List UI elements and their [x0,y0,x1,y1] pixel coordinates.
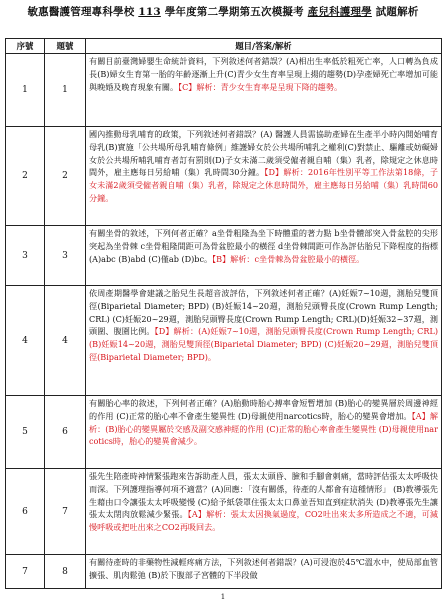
row-qno: 8 [45,555,86,589]
row-qno: 6 [45,396,86,469]
row-seq: 5 [6,396,45,469]
table-row [6,127,442,226]
row-qno: 2 [45,127,86,226]
row-qno: 1 [45,54,86,127]
document-title [0,4,446,19]
page-number: 1 [220,593,226,601]
table-row [6,396,442,469]
row-seq: 4 [6,286,45,396]
question-text: 張先生陪產時神情緊張跑來告訴助產人員，張太太頭昏、臉和手腳會刺痛，當時評估張太太呼吸快而深。下列護理指導何項不適當？(A)回應：「沒有關係，待產的人都會有這種情形」 (B)教導張先生藉由口令讓張太太呼吸變慢 (C)給予紙袋罩住張太太口鼻並吾知直到症狀消失 (D)教導張先生讓張太太閉肉放鬆減少緊張。 [89,471,438,520]
column-header-seq: 序號 [6,39,45,54]
row-seq: 3 [6,226,45,286]
column-header-content: 題目/答案/解析 [86,39,442,54]
question-text: 有關坐骨的敘述，下列何者正確？a坐骨粗隆為坐下時體重的著力點 b坐骨體部突入骨盆腔的尖形突起為坐骨棘 c坐骨粗隆間距可為骨盆腔最小的橫徑 d坐骨棘間距可作為評估胎兒下降程度的指標(A)abc (B)abd (C)僅ab (D)bc。 [89,228,438,264]
answer-text: 【D】解析：2016年性別平等工作法第18條，子女未滿2歲須受僱者親自哺（集）乳者，除規定之休息時間外，雇主應每日另給哺（集）乳時間60分鐘。 [89,167,438,203]
table-row [6,286,442,396]
answer-text: 【B】解析：c坐骨棘為骨盆腔最小的橫徑。 [212,253,365,264]
table-row [6,226,442,286]
row-seq: 6 [6,469,45,555]
row-content [86,54,442,127]
row-qno: 7 [45,469,86,555]
row-seq: 1 [6,54,45,127]
question-text: 有關胎心率的敘述，下列何者正確？(A)胎動時胎心搏率會短暫增加 (B)胎心的變異層於周邊神經的作用 (C)正常的胎心率不會產生變異性 (D)母親使用narcotics時，胎心的變異會增加。 [89,398,438,421]
row-qno: 4 [45,286,86,396]
academic-year: 113 [138,6,161,18]
row-content [86,286,442,396]
school-name: 敏惠醫護管理專科學校 [27,6,135,18]
semester-text: 學年度第二學期第五次模擬考 [164,6,304,18]
question-text: 國內推動母乳哺育的政策，下列敘述何者錯誤？(A) 醫護人員需協助產婦在生產半小時內開始哺育母乳(B)實施「公共場所母乳哺育條例」維護婦女於公共場所哺乳之權利(C)對禁止、驅離或妨礙婦女於公共場所哺乳哺育者訂有罰則(D)子女未滿二歲須受僱者親自哺（集）乳者，除規定之休息時間外，雇主應每日另給哺（集）乳時間30分鐘。 [89,129,438,178]
table-row [6,555,442,589]
answer-text: 【D】解析：(A)妊娠7~10週，測胎兒頭臀長度(Crown Rump Length; CRL) (B)妊娠14~20週，測胎兒雙頂徑(Biparietal Diameter; BPD) (C)妊娠20~29週，測胎兒雙頂徑(Biparietal Diameter; BPD)。 [89,326,438,362]
column-header-qno: 題號 [45,39,86,54]
answer-text: 【A】解析：張太太因換氣過度，CO2吐出來太多所造成之不適，可減慢呼吸或把吐出來之CO2再吸回去。 [89,509,438,533]
row-seq: 2 [6,127,45,226]
row-seq: 7 [6,555,45,589]
answer-text: 【C】解析：青少女生育率是呈現下降的趨勢。 [178,81,343,92]
row-content [86,127,442,226]
row-content [86,469,442,555]
row-content [86,226,442,286]
answer-text: 【A】解析：(B)胎心的變異屬於交感及副交感神經的作用 (C)正常的胎心率會產生變異性 (D)母親使用narcotics時，胎心的變異會減少。 [89,410,439,447]
table-header-row [6,39,442,54]
question-text: 依周產期醫學會建議之胎兒生長超音波評估，下列敘述何者正確？(A)妊娠7~10週，測胎兒雙頂徑(Biparietal Diameter; BPD) (B)妊娠14~20週，測胎兒頭臀長度(Crown Rump Length; CRL) (C)妊娠20~29週，測胎兒頭臀長度(Crown Rump Length; CRL)(D)妊娠32~37週，測頭圍、腹圍比例。 [89,288,438,337]
row-content [86,396,442,469]
qa-table [5,38,442,589]
question-text: 有關待產時的非藥物性減輕疼痛方法，下列敘述何者錯誤？(A)可浸泡於45℃溫水中，使局部血管擴張、肌肉鬆弛 (B)於下腹部子宮體的下半段做 [89,557,438,580]
row-qno: 3 [45,226,86,286]
title-suffix: 試題解析 [375,6,419,18]
row-content [86,555,442,589]
table-row [6,469,442,555]
subject-name: 產兒科護理學 [307,6,372,18]
question-text: 有關目前臺灣婦嬰生命統計資料，下列敘述何者錯誤？(A)相出生率低於粗死亡率，人口轉為負成長(B)婦女生育第一胎的年齡逐漸上升(C)青少女生育率呈現上揚的趨勢(D)孕產婦死亡率增加可能與晚婚及晚育現象有關。 [89,56,438,92]
table-row [6,54,442,127]
